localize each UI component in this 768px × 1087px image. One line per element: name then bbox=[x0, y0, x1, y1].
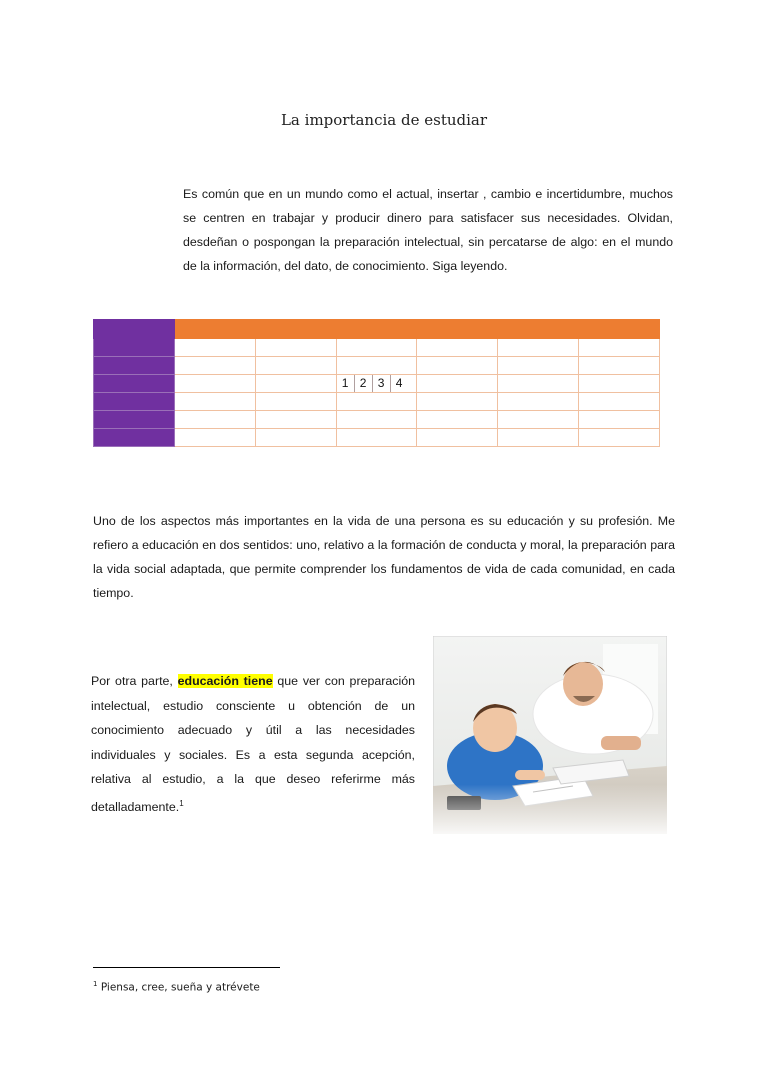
number-cell: 3 bbox=[373, 375, 391, 392]
table-cell bbox=[94, 393, 175, 411]
footnote bbox=[93, 980, 260, 994]
table-cell bbox=[94, 375, 175, 393]
table-cell bbox=[174, 320, 255, 339]
number-cell: 1 bbox=[337, 375, 355, 392]
number-cell: 2 bbox=[355, 375, 373, 392]
table-cell bbox=[417, 393, 498, 411]
table-cell bbox=[498, 375, 579, 393]
table-cell bbox=[417, 357, 498, 375]
table-cell bbox=[255, 411, 336, 429]
table-cell bbox=[417, 429, 498, 447]
table-cell bbox=[498, 357, 579, 375]
table-cell bbox=[498, 339, 579, 357]
table-cell bbox=[336, 357, 417, 375]
table-cell bbox=[579, 393, 660, 411]
table-cell bbox=[255, 375, 336, 393]
table-cell bbox=[94, 411, 175, 429]
table-cell bbox=[174, 339, 255, 357]
footnote-text: Piensa, cree, sueña y atrévete bbox=[100, 981, 260, 994]
table-cell bbox=[498, 411, 579, 429]
table-cell bbox=[417, 320, 498, 339]
number-cell: 4 bbox=[395, 376, 403, 390]
table-cell bbox=[498, 429, 579, 447]
paragraph-text: que ver con preparación intelectual, estudio consciente u obtención de un conocimiento adecuado y útil a las necesidades individuales y sociales. Es a esta segunda acepción, relativa al estudio, a la que deseo referirme más detalladamente. bbox=[91, 674, 415, 814]
footnote-number: 1 bbox=[93, 980, 98, 988]
body-paragraph-intellectual bbox=[91, 669, 415, 819]
table-cell bbox=[255, 320, 336, 339]
highlighted-text: educación tiene bbox=[177, 674, 273, 688]
table-row bbox=[94, 375, 660, 393]
body-paragraph-education: Uno de los aspectos más importantes en la vida de una persona es su educación y su profesión. Me refiero a educación en dos sentidos: uno, relativo a la formación de conducta y moral, la preparación para la vida social adaptada, que permite comprender los fundamentos de vida de cada comunidad, en cada tiempo. bbox=[93, 514, 675, 600]
table-header-row bbox=[94, 320, 660, 339]
paragraph-text: Por otra parte, bbox=[91, 674, 178, 688]
table-cell bbox=[579, 411, 660, 429]
table-cell bbox=[336, 320, 417, 339]
document-title: La importancia de estudiar bbox=[280, 111, 488, 129]
table-cell bbox=[417, 375, 498, 393]
table-cell bbox=[579, 320, 660, 339]
table-row bbox=[94, 429, 660, 447]
photo-father-son-studying bbox=[433, 636, 667, 834]
intro-paragraph: Es común que en un mundo como el actual, insertar , cambio e incertidumbre, muchos se centren en trabajar y producir dinero para satisfacer sus necesidades. Olvidan, desdeñan o pospongan la preparación intelectual, sin percatarse de algo: en el mundo de la información, del dato, de conocimiento. Siga leyendo. bbox=[183, 187, 673, 273]
table-cell bbox=[94, 357, 175, 375]
table-cell bbox=[498, 320, 579, 339]
footnote-reference[interactable]: 1 bbox=[179, 798, 184, 808]
table-cell bbox=[255, 357, 336, 375]
table-cell bbox=[336, 429, 417, 447]
table-cell bbox=[94, 429, 175, 447]
table-cell bbox=[94, 339, 175, 357]
table-row bbox=[94, 357, 660, 375]
table-cell bbox=[174, 357, 255, 375]
table-cell bbox=[174, 375, 255, 393]
table-row bbox=[94, 393, 660, 411]
table-cell bbox=[498, 393, 579, 411]
table-cell bbox=[174, 429, 255, 447]
table-cell bbox=[174, 411, 255, 429]
table-cell-numbers bbox=[336, 375, 417, 393]
table-cell bbox=[417, 411, 498, 429]
footnote-separator bbox=[93, 967, 280, 968]
table-cell bbox=[579, 357, 660, 375]
table-cell bbox=[336, 393, 417, 411]
table-cell bbox=[255, 429, 336, 447]
table-row bbox=[94, 339, 660, 357]
table-cell bbox=[417, 339, 498, 357]
table-cell bbox=[255, 339, 336, 357]
table-cell bbox=[579, 429, 660, 447]
table-cell bbox=[336, 411, 417, 429]
table-cell bbox=[255, 393, 336, 411]
table-row bbox=[94, 411, 660, 429]
table-cell bbox=[579, 339, 660, 357]
table-cell bbox=[336, 339, 417, 357]
table-cell bbox=[94, 320, 175, 339]
table-cell bbox=[174, 393, 255, 411]
number-sequence bbox=[337, 375, 417, 392]
table-cell bbox=[579, 375, 660, 393]
colored-table bbox=[93, 319, 660, 447]
